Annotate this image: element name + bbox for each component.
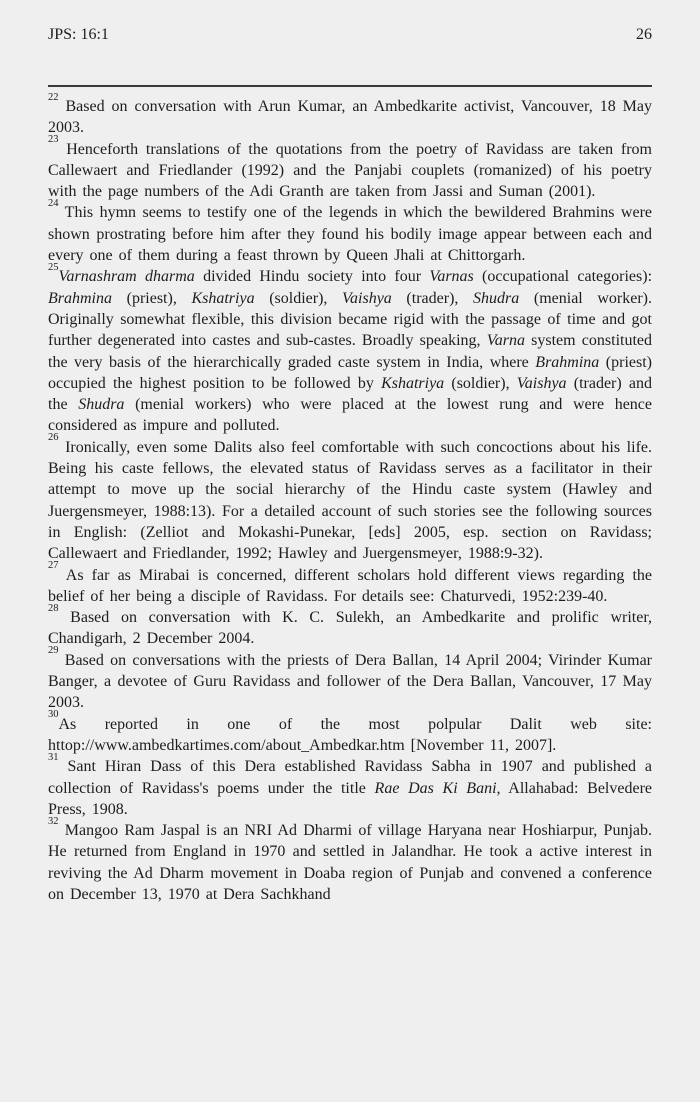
footnote-text: (menial workers) who were placed at the lowest rung and were hence considered as impure and polluted. [48, 396, 653, 435]
footnote-text: (soldier), [444, 374, 517, 392]
footnote-text: (priest), [112, 289, 192, 307]
footnote-text: As far as Mirabai is concerned, different scholars hold different views regarding the belief of her being a disciple of Ravidass. For details see: Chaturvedi, 1952:239-40. [48, 566, 652, 605]
footnote-text: (menial worker). Originally somewhat flexible, this division became rigid with the passage of time and got further degenerated into castes and sub-castes. Broadly speaking, [48, 289, 652, 350]
footnote-text: Ironically, even some Dalits also feel comfortable with such concoctions about his life. Being his caste fellows, the elevated status of Ravidass serves as a facilitator in their attempt to move up the social hierarchy of the Hindu caste system (Hawley and Juergensmeyer, 1988:13). For a detailed account of such stories see the following sources in English: (Zelliot and Mokashi-Punekar, [eds] 2005, esp. section on Ravidass; Callewaert and Friedlander, 1992; Hawley and Juergensmeyer, 1988:9-32). [48, 438, 652, 563]
page-number: 26 [636, 26, 652, 43]
footnote-32 [48, 815, 652, 905]
footnote-31 [48, 751, 652, 820]
footnote-marker-25: 25 [48, 262, 59, 274]
footnote-text: This hymn seems to testify one of the legends in which the bewildered Brahmins were shown prostrating before him after they found his bodily image appear between each and every one of them during a feast thrown by Queen Jhali at Chittorgarh. [48, 204, 652, 265]
footnote-marker-31: 31 [48, 751, 59, 763]
footnote-23 [48, 134, 652, 203]
footnote-text-italic: Varnas [429, 268, 474, 286]
footnote-text: Based on conversation with K. C. Sulekh, an Ambedkarite and prolific writer, Chandigarh, 2 December 2004. [48, 609, 652, 648]
footnote-marker-24: 24 [48, 198, 59, 210]
footnote-text-italic: Shudra [78, 396, 125, 414]
footnote-text: Allahabad: Belvedere Press, 1908. [48, 779, 652, 818]
footnote-25 [48, 262, 653, 436]
footnote-text: Based on conversations with the priests of Dera Ballan, 14 April 2004; Virinder Kumar Banger, a devotee of Guru Ravidass and follower of the Dera Ballan, Vancouver, 17 May 2003. [48, 651, 652, 712]
footnote-text-italic: Brahmina [48, 289, 112, 307]
footnote-text-italic: Varnashram dharma [58, 268, 195, 286]
footnote-text-italic: Vaishya [516, 374, 567, 392]
footnote-text-italic: Kshatriya [191, 289, 255, 307]
footnote-text: system constituted the very basis of the hierarchically graded caste system in India, where [48, 332, 653, 371]
footnote-text-italic: Kshatriya [381, 374, 445, 392]
footnote-text: Based on conversation with Arun Kumar, an Ambedkarite activist, Vancouver, 18 May 2003. [48, 98, 652, 137]
footnote-text: divided Hindu society into four [194, 268, 430, 286]
footnote-text: Henceforth translations of the quotations from the poetry of Ravidass are taken from Callewaert and Friedlander (1992) and the Panjabi couplets (romanized) of his poetry with the page numbers of the Adi Granth are taken from Jassi and Suman (2001). [48, 140, 652, 201]
footnote-text: (trader) and the [48, 374, 653, 414]
footnote-marker-28: 28 [48, 602, 59, 614]
journal-id: JPS: 16:1 [48, 26, 109, 43]
footnote-text: (occupational categories): [473, 268, 653, 286]
footnotes-section [48, 91, 653, 905]
footnote-text-italic: Varna [486, 332, 525, 350]
footnote-text: (soldier), [254, 289, 343, 307]
page-header [48, 26, 652, 44]
footnote-text-italic: Vaishya [342, 289, 392, 307]
footnote-22 [48, 91, 652, 139]
footnote-text: (trader), [391, 289, 474, 307]
footnote-marker-22: 22 [48, 91, 59, 103]
footnote-marker-26: 26 [48, 432, 59, 444]
footnote-text-italic: Rae Das Ki Bani, [374, 779, 501, 797]
footnote-marker-29: 29 [48, 645, 59, 657]
footnote-separator-rule [48, 85, 652, 87]
footnote-text: As reported in one of the most polpular Dalit web site: httop://www.ambedkartimes.com/about_Ambedkar.htm [November 11, 2007]. [48, 715, 652, 754]
footnote-27 [48, 560, 652, 608]
footnote-text: (priest) occupied the highest position to be followed by [48, 353, 653, 392]
footnote-26 [48, 432, 652, 565]
footnote-text: Mangoo Ram Jaspal is an NRI Ad Dharmi of village Haryana near Hoshiarpur, Punjab. He returned from England in 1970 and settled in Jalandhar. He took a active interest in reviving the Ad Dharm movement in Doaba region of Punjab and convened a conference on December 13, 1970 at Dera Sachkhand [48, 822, 652, 903]
footnote-24 [48, 198, 652, 266]
footnote-marker-32: 32 [48, 815, 59, 827]
footnote-marker-30: 30 [48, 709, 59, 721]
footnote-29 [48, 645, 652, 714]
footnote-28 [48, 602, 652, 650]
footnote-text-italic: Shudra [473, 289, 520, 307]
footnote-text: Sant Hiran Dass of this Dera established Ravidass Sabha in 1907 and published a collection of Ravidass's poems under the title [48, 758, 652, 797]
footnote-30 [48, 709, 652, 757]
footnote-text-italic: Brahmina [535, 353, 600, 371]
footnote-marker-23: 23 [48, 134, 59, 146]
page-content [48, 26, 652, 905]
footnote-marker-27: 27 [48, 560, 59, 572]
